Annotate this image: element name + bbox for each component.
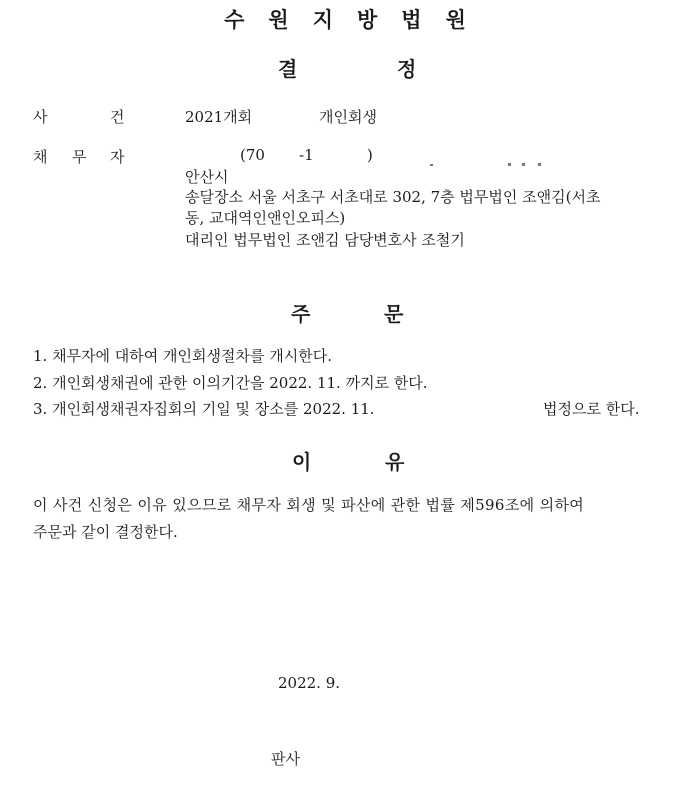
case-type: 개인회생: [319, 108, 377, 126]
redaction-mark: [538, 163, 541, 166]
court-name-char: 법: [401, 8, 422, 32]
order-item: 1. 채무자에 대하여 개인회생절차를 개시한다.: [33, 347, 332, 365]
debtor-id-mid: -1: [299, 146, 314, 164]
debtor-address: 안산시: [185, 168, 229, 186]
service-address-line1: 송달장소 서울 서초구 서초대로 302, 7층 법무법인 조앤김(서초: [185, 188, 601, 206]
redaction-mark: [508, 163, 511, 166]
debtor-agent: 대리인 법무법인 조앤김 담당변호사 조철기: [185, 231, 465, 249]
court-name-char: 원: [268, 8, 289, 32]
reason-heading-char-2: 유: [385, 450, 405, 474]
court-name-char: 방: [357, 8, 378, 32]
case-label-char-2: 건: [110, 108, 125, 126]
court-name-char: 지: [312, 8, 333, 32]
debtor-label-char-1: 채: [33, 148, 48, 166]
court-name-char: 원: [445, 8, 466, 32]
redaction-mark: [430, 164, 433, 166]
order-3-tail: 법정으로 한다.: [543, 400, 640, 418]
court-name: [0, 4, 690, 34]
reason-text-line1: 이 사건 신청은 이유 있으므로 채무자 회생 및 파산에 관한 법률 제596조에 의하여: [33, 496, 585, 514]
debtor-label-char-2: 무: [72, 148, 87, 166]
decision-date: 2022. 9.: [278, 674, 341, 692]
debtor-id-open: (70: [240, 146, 265, 164]
debtor-id-close: ): [367, 146, 373, 164]
reason-text-line2: 주문과 같이 결정한다.: [33, 523, 178, 541]
court-name-char: 수: [224, 8, 245, 32]
redaction-mark: [522, 163, 525, 166]
judge-label: 판사: [271, 750, 300, 768]
doc-type-char-1: 결: [278, 57, 298, 81]
doc-type-char-2: 정: [397, 57, 417, 81]
reason-heading-char-1: 이: [292, 450, 312, 474]
order-item: 3. 개인회생채권자집회의 기일 및 장소를 2022. 11.: [33, 400, 375, 418]
order-heading-char-2: 문: [384, 302, 404, 326]
case-number: 2021개회: [185, 108, 253, 126]
order-heading-char-1: 주: [291, 302, 311, 326]
service-address-line2: 동, 교대역인앤인오피스): [185, 209, 346, 227]
order-item: 2. 개인회생채권에 관한 이의기간을 2022. 11. 까지로 한다.: [33, 374, 428, 392]
debtor-label-char-3: 자: [110, 148, 125, 166]
case-label-char-1: 사: [33, 108, 48, 126]
